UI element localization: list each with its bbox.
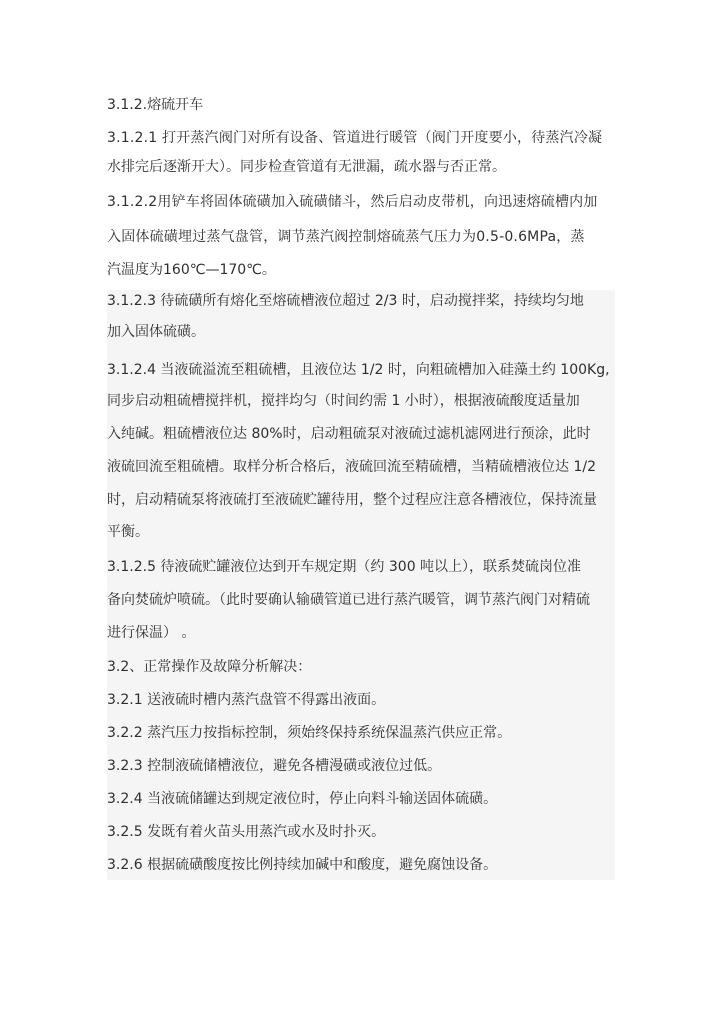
paragraph-line: 3.1.2.5 待液硫贮罐液位达到开车规定期（约 300 吨以上），联系焚硫岗位准 [107,559,582,575]
list-item: 3.2.1 送液硫时槽内蒸汽盘管不得露出液面。 [107,692,386,708]
paragraph-line: 汽温度为160℃—170℃。 [107,262,276,278]
paragraph-line: 液硫回流至粗硫槽。取样分析合格后，液硫回流至精硫槽，当精硫槽液位达 1/2 [107,459,596,475]
section-3-1-2-intro [107,90,615,290]
list-item: 3.2.3 控制液硫储槽液位，避免各槽漫磺或液位过低。 [107,758,442,774]
paragraph-line: 加入固体硫磺。 [107,324,205,340]
paragraph-line: 进行保温） 。 [107,625,196,641]
paragraph-line: 时，启动精硫泵将液硫打至液硫贮罐待用，整个过程应注意各槽液位，保持流量 [107,492,597,508]
list-item: 3.2.4 当液硫储罐达到规定液位时，停止向料斗输送固体硫磺。 [107,791,498,807]
heading-3-2: 3.2、正常操作及故障分析解决： [107,659,312,675]
paragraph-line: 3.1.2.2用铲车将固体硫磺加入硫磺储斗，然后启动皮带机，向迅速熔硫槽内加 [107,194,598,210]
paragraph-line: 同步启动粗硫槽搅拌机，搅拌均匀（时间约需 1 小时），根据液硫酸度适量加 [107,393,580,409]
list-item: 3.2.2 蒸汽压力按指标控制，须始终保持系统保温蒸汽供应正常。 [107,725,512,741]
paragraph-line: 3.1.2.4 当液硫溢流至粗硫槽，且液位达 1/2 时，向粗硫槽加入硅藻土约 100Kg, [107,362,610,378]
paragraph-line: 入固体硫磺埋过蒸气盘管，调节蒸汽阀控制熔硫蒸气压力为0.5-0.6MPa，蒸 [107,229,585,245]
paragraph-line: 3.1.2.3 待硫磺所有熔化至熔硫槽液位超过 2/3 时，启动搅拌桨，持续均匀地 [107,293,584,309]
paragraph-line: 水排完后逐渐开大）。同步检查管道有无泄漏，疏水器与否正常。 [107,159,506,175]
paragraph-line: 平衡。 [107,524,149,540]
list-item: 3.2.5 发既有着火苗头用蒸汽或水及时扑灭。 [107,824,386,840]
section-3-1-2-3-onward [107,290,615,880]
paragraph-line: 3.1.2.1 打开蒸汽阀门对所有设备、管道进行暖管（阀门开度要小，待蒸汽冷凝 [107,130,603,146]
paragraph-line: 入纯碱。粗硫槽液位达 80%时，启动粗硫泵对液硫过滤机滤网进行预涂，此时 [107,426,591,442]
heading-3-1-2: 3.1.2.熔硫开车 [107,97,204,113]
list-item: 3.2.6 根据硫磺酸度按比例持续加碱中和酸度，避免腐蚀设备。 [107,857,498,873]
paragraph-line: 备向焚硫炉喷硫。（此时要确认输磺管道已进行蒸汽暖管，调节蒸汽阀门对精硫 [107,592,590,608]
